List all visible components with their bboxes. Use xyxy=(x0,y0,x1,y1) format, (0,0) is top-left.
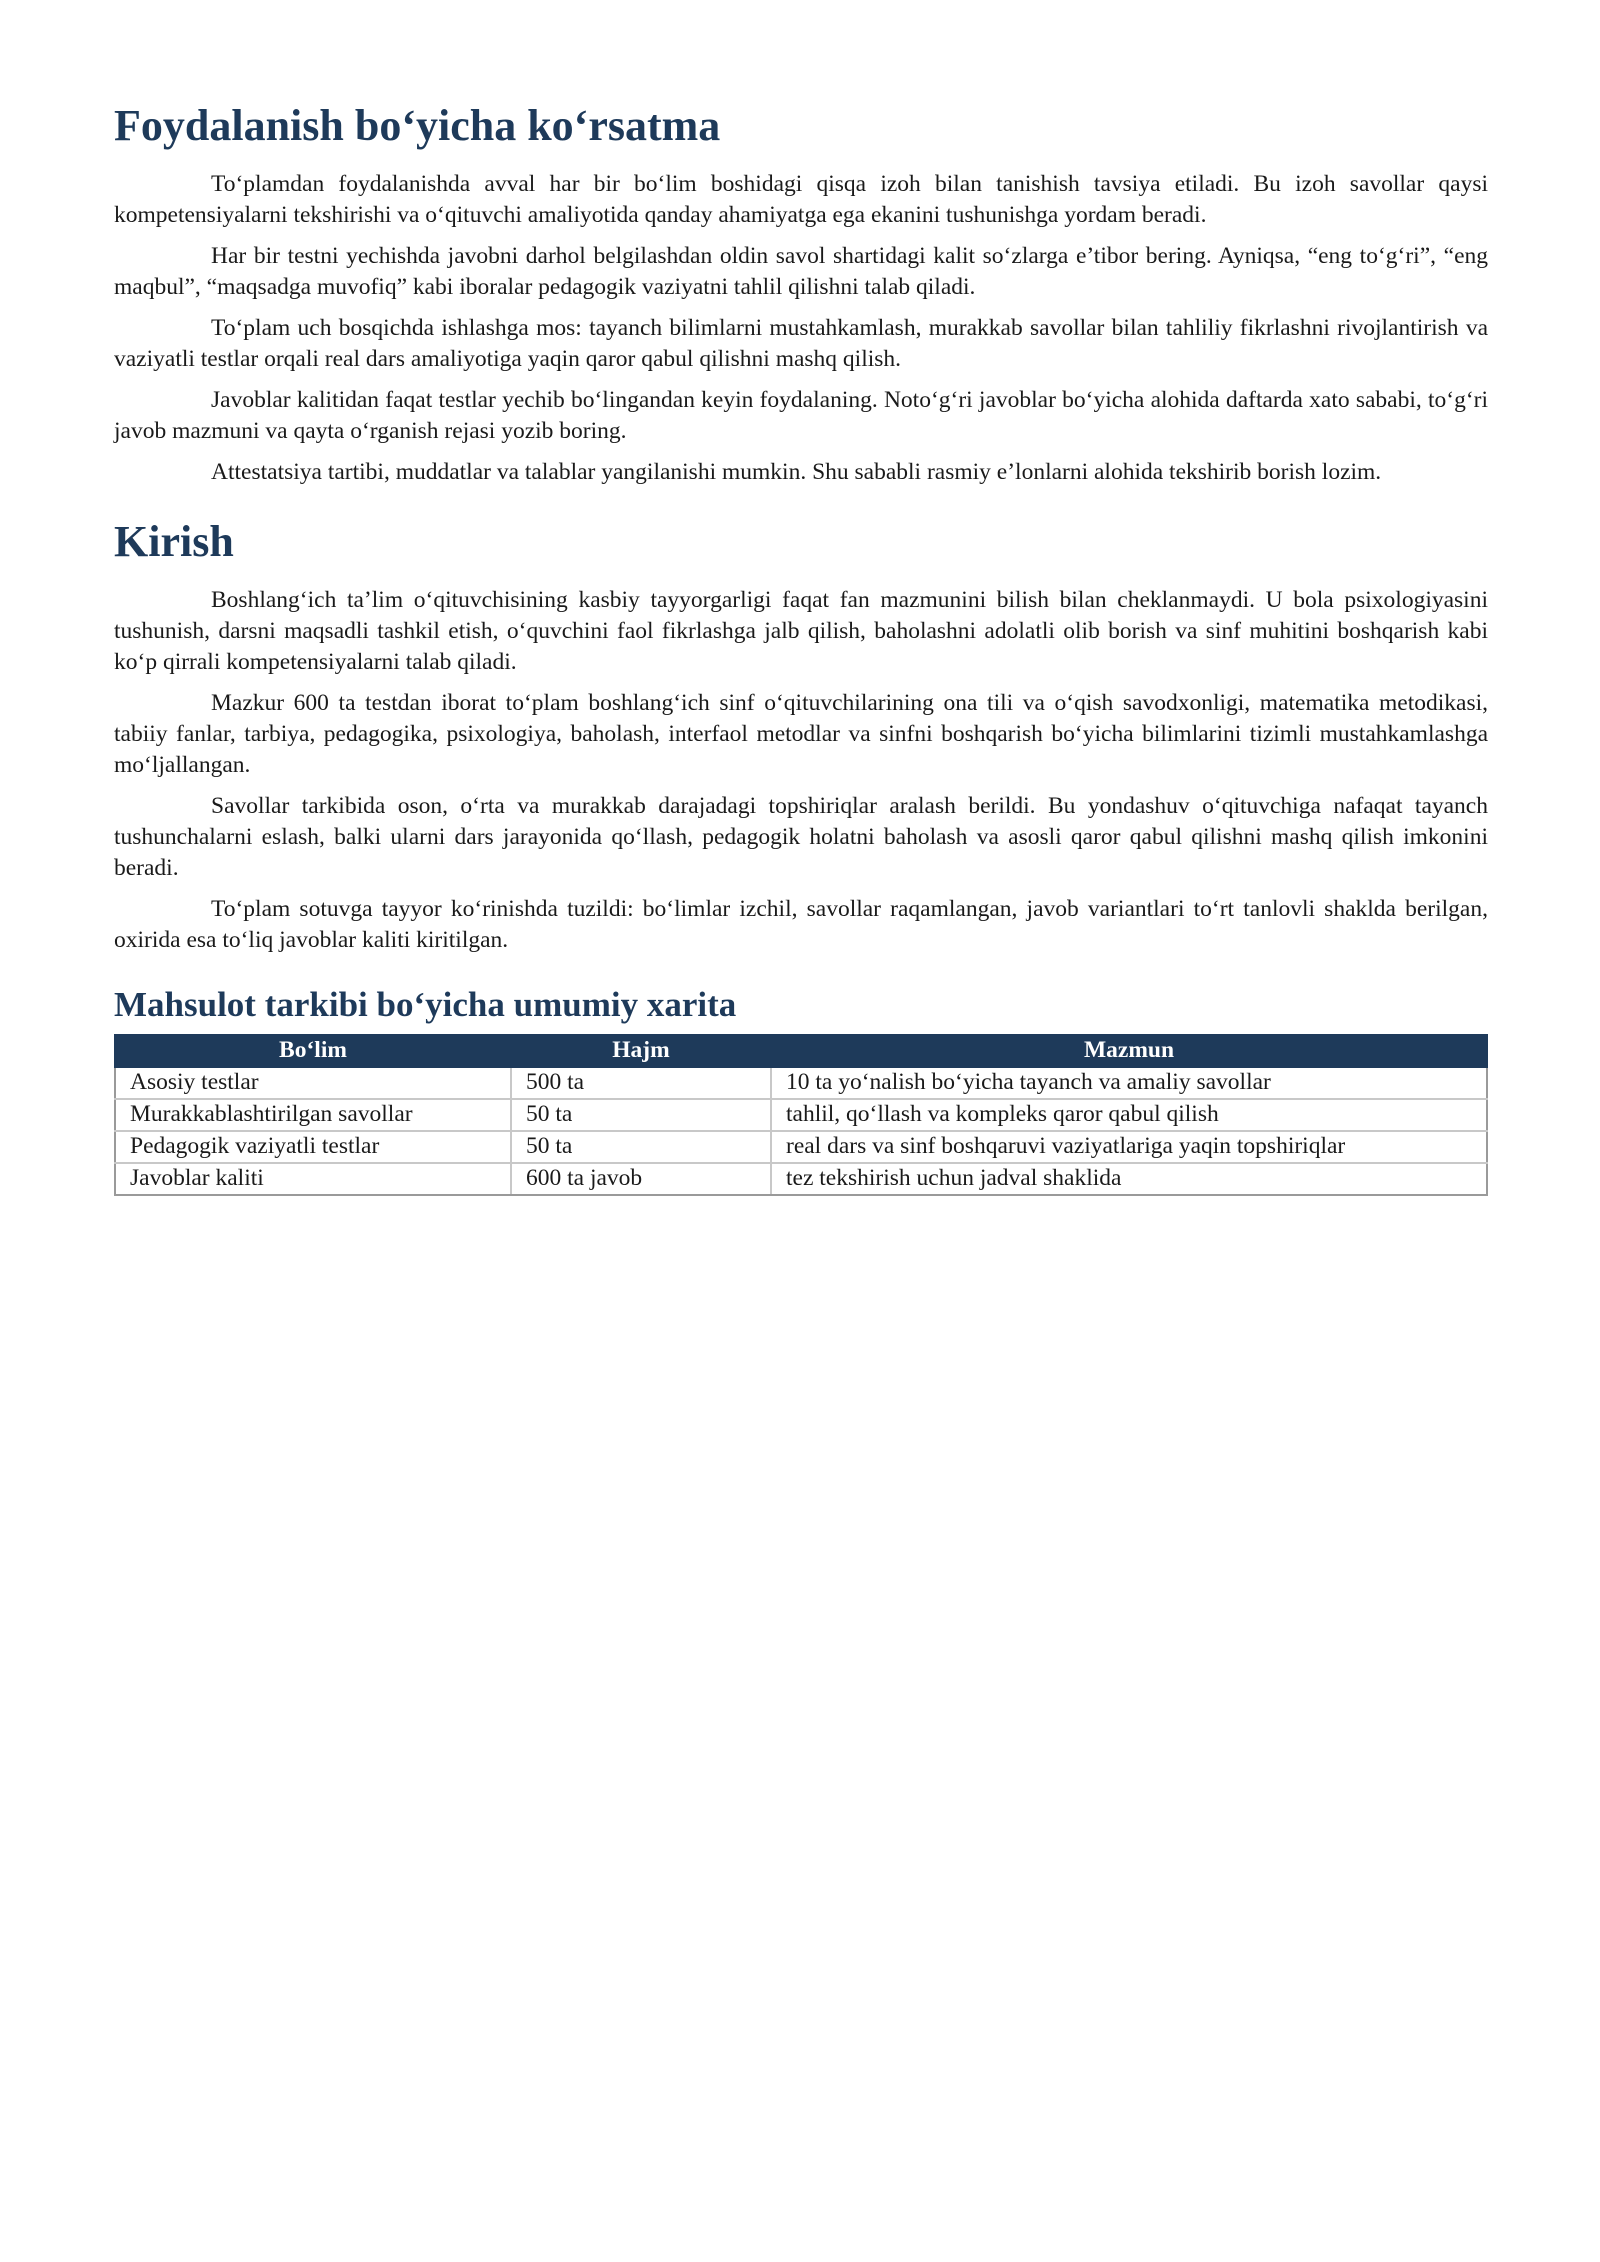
intro-paragraph-4: To‘plam sotuvga tayyor ko‘rinishda tuzildi: bo‘limlar izchil, savollar raqamlangan, javob variantlari to‘rt tanlovli shaklda berilgan, oxirida esa to‘liq javoblar kaliti kiritilgan. xyxy=(114,895,1488,953)
guide-section xyxy=(114,100,1488,488)
guide-paragraph-4: Javoblar kalitidan faqat testlar yechib bo‘lingandan keyin foydalaning. Noto‘g‘ri javoblar bo‘yicha alohida daftarda xato sababi, to‘g‘ri javob mazmuni va qayta o‘rganish rejasi yozib boring. xyxy=(114,386,1488,444)
intro-heading: Kirish xyxy=(114,516,234,566)
header-content: Mazmun xyxy=(771,1035,1487,1067)
guide-heading: Foydalanish bo‘yicha ko‘rsatma xyxy=(114,101,721,150)
cell-section: Pedagogik vaziyatli testlar xyxy=(115,1131,511,1163)
cell-volume: 600 ta javob xyxy=(511,1163,771,1195)
cell-content: 10 ta yo‘nalish bo‘yicha tayanch va amaliy savollar xyxy=(771,1067,1487,1099)
intro-paragraph-2: Mazkur 600 ta testdan iborat to‘plam boshlang‘ich sinf o‘qituvchilarining ona tili va o‘qish savodxonligi, matematika metodikasi, tabiiy fanlar, tarbiya, pedagogika, psixologiya, baholash, interfaol metodlar va sinfni boshqarish bo‘yicha bilimlarini tizimli mustahkamlashga mo‘ljallangan. xyxy=(114,689,1488,778)
header-volume: Hajm xyxy=(511,1035,771,1067)
cell-volume: 50 ta xyxy=(511,1099,771,1131)
cell-volume: 500 ta xyxy=(511,1067,771,1099)
intro-paragraph-1: Boshlang‘ich ta’lim o‘qituvchisining kasbiy tayyorgarligi faqat fan mazmunini bilish bilan cheklanmaydi. U bola psixologiyasini tushunish, darsni maqsadli tashkil etish, o‘quvchini faol fikrlashga jalb qilish, baholashni adolatli olib borish va sinf muhitini boshqarish kabi ko‘p qirrali kompetensiyalarni talab qiladi. xyxy=(114,586,1488,675)
map-heading: Mahsulot tarkibi bo‘yicha umumiy xarita xyxy=(114,984,737,1024)
table-header-row xyxy=(115,1035,1487,1067)
content-map-table xyxy=(114,1034,1488,1196)
table-row xyxy=(115,1067,1487,1099)
cell-content: tez tekshirish uchun jadval shaklida xyxy=(771,1163,1487,1195)
table-row xyxy=(115,1163,1487,1195)
cell-section: Javoblar kaliti xyxy=(115,1163,511,1195)
table-row xyxy=(115,1131,1487,1163)
table-row xyxy=(115,1099,1487,1131)
cell-section: Murakkablashtirilgan savollar xyxy=(115,1099,511,1131)
header-section: Bo‘lim xyxy=(115,1035,511,1067)
cell-content: tahlil, qo‘llash va kompleks qaror qabul qilish xyxy=(771,1099,1487,1131)
cell-content: real dars va sinf boshqaruvi vaziyatlariga yaqin topshiriqlar xyxy=(771,1131,1487,1163)
guide-paragraph-1: To‘plamdan foydalanishda avval har bir bo‘lim boshidagi qisqa izoh bilan tanishish tavsiya etiladi. Bu izoh savollar qaysi kompetensiyalarni tekshirishi va o‘qituvchi amaliyotida qanday ahamiyatga ega ekanini tushunishga yordam beradi. xyxy=(114,170,1488,228)
cell-volume: 50 ta xyxy=(511,1131,771,1163)
guide-paragraph-3: To‘plam uch bosqichda ishlashga mos: tayanch bilimlarni mustahkamlash, murakkab savollar bilan tahliliy fikrlashni rivojlantirish va vaziyatli testlar orqali real dars amaliyotiga yaqin qaror qabul qilishni mashq qilish. xyxy=(114,314,1488,372)
intro-section xyxy=(114,516,1488,956)
page-content xyxy=(114,100,1488,1196)
cell-section: Asosiy testlar xyxy=(115,1067,511,1099)
guide-paragraph-2: Har bir testni yechishda javobni darhol belgilashdan oldin savol shartidagi kalit so‘zlarga e’tibor bering. Ayniqsa, “eng to‘g‘ri”, “eng maqbul”, “maqsadga muvofiq” kabi iboralar pedagogik vaziyatni tahlil qilishni talab qiladi. xyxy=(114,242,1488,300)
intro-paragraph-3: Savollar tarkibida oson, o‘rta va murakkab darajadagi topshiriqlar aralash berildi. Bu yondashuv o‘qituvchiga nafaqat tayanch tushunchalarni eslash, balki ularni dars jarayonida qo‘llash, pedagogik holatni baholash va asosli qaror qabul qilishni mashq qilish imkonini beradi. xyxy=(114,792,1488,881)
guide-paragraph-5: Attestatsiya tartibi, muddatlar va talablar yangilanishi mumkin. Shu sababli rasmiy e’lonlarni alohida tekshirib borish lozim. xyxy=(211,458,1382,485)
map-section xyxy=(114,984,1488,1196)
